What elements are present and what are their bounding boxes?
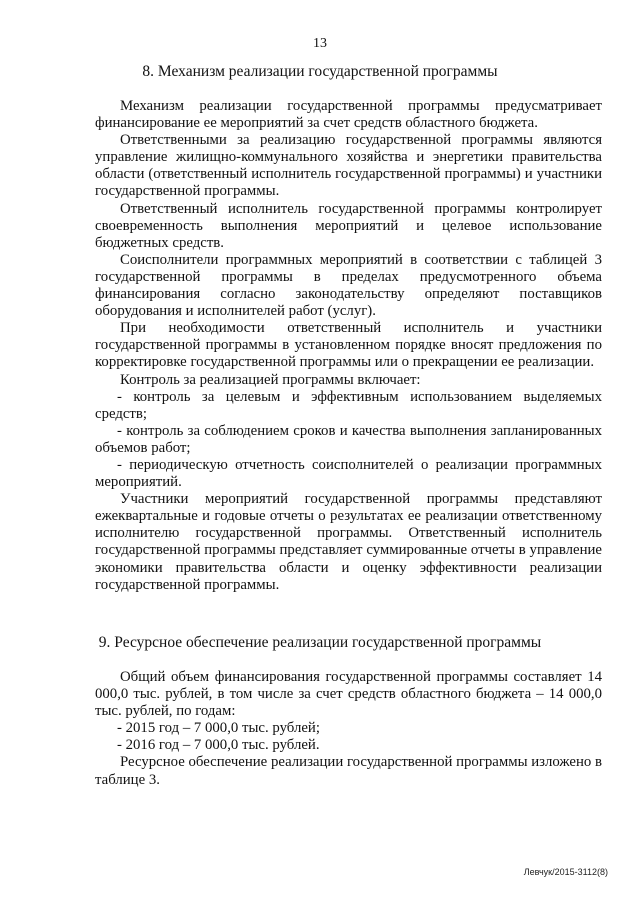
paragraph: Ресурсное обеспечение реализации государственной программы изложено в таблице 3. xyxy=(95,754,603,788)
paragraph: Контроль за реализацией программы включает: xyxy=(120,371,421,388)
footer-code: Левчук/2015-3112(8) xyxy=(523,867,608,877)
section-9-body xyxy=(95,669,602,789)
list-item: - периодическую отчетность соисполнителей о реализации программных мероприятий. xyxy=(95,456,602,491)
list-item: - контроль за соблюдением сроков и качества выполнения запланированных объемов работ; xyxy=(95,422,602,456)
paragraph: Соисполнители программных мероприятий в соответствии с таблицей 3 государственной программы в пределах предусмотренного объема финансирования согласно законодательству определяют поставщиков оборудования и исполнителей работ (услуг). xyxy=(95,251,602,320)
paragraph: При необходимости ответственный исполнитель и участники государственной программы в установленном порядке вносят предложения по корректировке государственной программы или о прекращении ее реализации. xyxy=(95,320,602,371)
paragraph: Участники мероприятий государственной программы представляют ежеквартальные и годовые отчеты о результатах ее реализации ответственному исполнителю государственной программы. Ответственный исполнитель государственной программы представляет суммированные отчеты в управление экономики правительства области и оценку эффективности реализации государственной программы. xyxy=(95,491,602,593)
section-8-heading: 8. Механизм реализации государственной программы xyxy=(142,63,498,80)
list-item: - 2015 год – 7 000,0 тыс. рублей; xyxy=(117,720,320,737)
list-item: - контроль за целевым и эффективным использованием выделяемых средств; xyxy=(95,388,602,422)
paragraph: Ответственный исполнитель государственной программы контролирует своевременность выполнения мероприятий и целевое использование бюджетных средств. xyxy=(95,200,602,251)
paragraph: Общий объем финансирования государственной программы составляет 14 000,0 тыс. рублей, в том числе за счет средств областного бюджета – 14 000,0 тыс. рублей, по годам: xyxy=(95,669,602,720)
list-item: - 2016 год – 7 000,0 тыс. рублей. xyxy=(117,737,320,754)
section-9-heading: 9. Ресурсное обеспечение реализации государственной программы xyxy=(98,634,542,651)
paragraph: Механизм реализации государственной программы предусматривает финансирование ее мероприятий за счет средств областного бюджета. xyxy=(95,98,602,132)
section-8-body xyxy=(95,98,602,594)
paragraph: Ответственными за реализацию государственной программы являются управление жилищно-коммунального хозяйства и энергетики правительства области (ответственный исполнитель государственной программы) и участники государственной программы. xyxy=(95,132,602,200)
page-number: 13 xyxy=(313,36,327,51)
